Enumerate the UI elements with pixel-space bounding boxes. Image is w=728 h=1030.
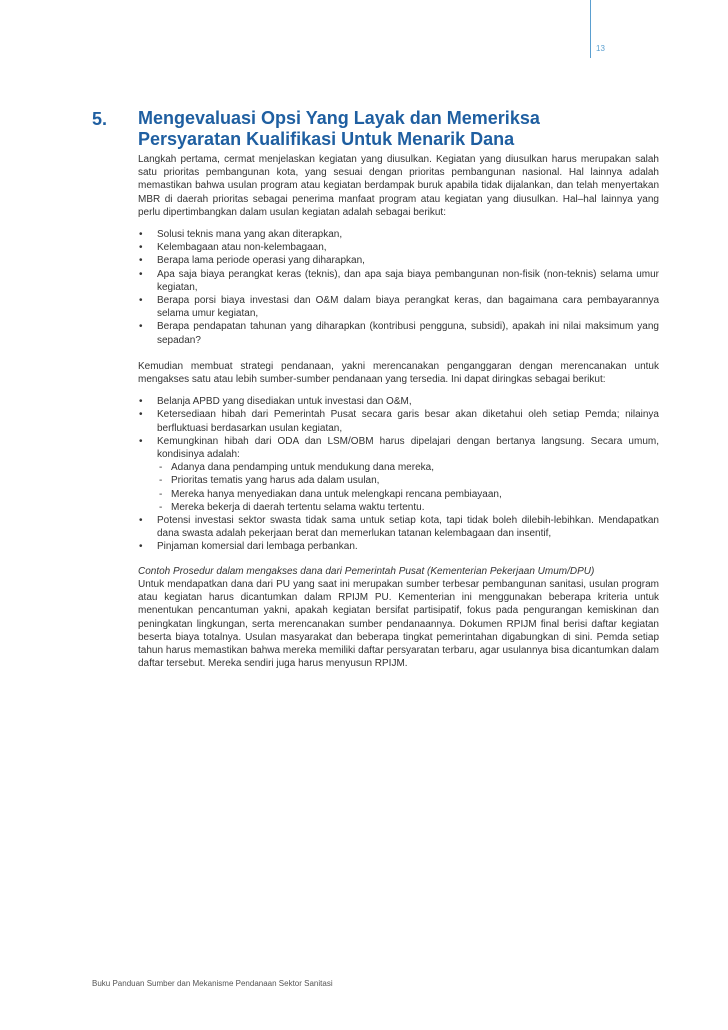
list-item-text: Kemungkinan hibah dari ODA dan LSM/OBM harus dipelajari dengan bertanya langsung. Secara umum, kondisinya adalah: [157, 435, 659, 461]
strategy-paragraph: Kemudian membuat strategi pendanaan, yakni merencanakan penganggaran dengan merencanakan untuk mengakses satu atau lebih sumber-sumber pendanaan yang tersedia. Ini dapat diringkas sebagai berikut: [138, 360, 659, 386]
conditions-sublist [157, 461, 659, 514]
list-item: • Potensi investasi sektor swasta tidak sama untuk setiap kota, tapi tidak boleh dilebih-lebihkan. Mendapatkan dana swasta adalah pekerjaan berat dan memerlukan tatanan kelembagaan dan insentif, [138, 514, 659, 540]
body-content [138, 153, 659, 670]
example-title: Contoh Prosedur dalam mengakses dana dari Pemerintah Pusat (Kementerian Pekerjaan Umum/DPU) [138, 565, 595, 577]
list-item: • Ketersediaan hibah dari Pemerintah Pusat secara garis besar akan diketahui oleh setiap Pemda; nilainya berfluktuasi berdasarkan usulan kegiatan, [138, 408, 659, 434]
list-item: • Belanja APBD yang disediakan untuk investasi dan O&M, [138, 395, 659, 408]
sublist-item: - Mereka hanya menyediakan dana untuk melengkapi rencana pembiayaan, [157, 488, 659, 501]
example-body: Untuk mendapatkan dana dari PU yang saat ini merupakan sumber terbesar pembangunan sanitasi, usulan program atau kegiatan harus dicantumkan dalam RPIJM PU. Kementerian ini menggunakan beberapa kriteria untuk menentukan pencantuman yakni, apakah kegiatan bersifat partisipatif, fokus pada pengurangan kemiskinan dan peningkatan lingkungan, serta merencanakan sumber pendanaannya. Dokumen RPIJM final berisi daftar kegiatan beserta biaya totalnya. Usulan masyarakat dan beberapa tingkat pemerintahan digabungkan di sini. Pemda setiap tahun harus memastikan bahwa mereka memiliki daftar persyaratan terbaru, agar usulannya bisa dicantumkan dalam daftar tersebut. Mereka sendiri juga harus menyusun RPIJM. [138, 578, 659, 670]
page-number: 13 [596, 44, 605, 53]
list-item: • Kelembagaan atau non-kelembagaan, [138, 241, 659, 254]
list-item: • Pinjaman komersial dari lembaga perbankan. [138, 540, 659, 553]
list-item: • Solusi teknis mana yang akan diterapkan, [138, 228, 659, 241]
list-item: • Berapa pendapatan tahunan yang diharapkan (kontribusi pengguna, subsidi), apakah ini nilai maksimum yang sepadan? [138, 320, 659, 346]
considerations-list [138, 228, 659, 347]
footer-text: Buku Panduan Sumber dan Mekanisme Pendanaan Sektor Sanitasi [92, 979, 333, 988]
list-item [138, 435, 659, 514]
sublist-item: - Mereka bekerja di daerah tertentu selama waktu tertentu. [157, 501, 659, 514]
section-title: Mengevaluasi Opsi Yang Layak dan Memeriksa Persyaratan Kualifikasi Untuk Menarik Dana [138, 108, 540, 149]
list-item: • Berapa lama periode operasi yang diharapkan, [138, 254, 659, 267]
header-rule [590, 0, 591, 58]
intro-paragraph: Langkah pertama, cermat menjelaskan kegiatan yang diusulkan. Kegiatan yang diusulkan harus merupakan salah satu prioritas pembangunan kota, yang sesuai dengan prioritas pembangunan nasional. Hal lainnya adalah memastikan bahwa usulan program atau kegiatan berdampak buruk apabila tidak dijalankan, dan telah menyertakan MBR di daerah prioritas sebagai penerima manfaat program atau kegiatan yang diusulkan. Hal–hal lainnya yang perlu dipertimbangkan dalam usulan kegiatan adalah sebagai berikut: [138, 154, 659, 218]
sublist-item: - Prioritas tematis yang harus ada dalam usulan, [157, 474, 659, 487]
section-number: 5. [92, 109, 108, 129]
list-item: • Berapa porsi biaya investasi dan O&M dalam biaya perangkat keras, dan bagaimana cara pembayarannya selama umur kegiatan, [138, 294, 659, 320]
sublist-item: - Adanya dana pendamping untuk mendukung dana mereka, [157, 461, 659, 474]
list-item: • Apa saja biaya perangkat keras (teknis), dan apa saja biaya pembangunan non-fisik (non-teknis) selama umur kegiatan, [138, 268, 659, 294]
funding-sources-list [138, 395, 659, 553]
